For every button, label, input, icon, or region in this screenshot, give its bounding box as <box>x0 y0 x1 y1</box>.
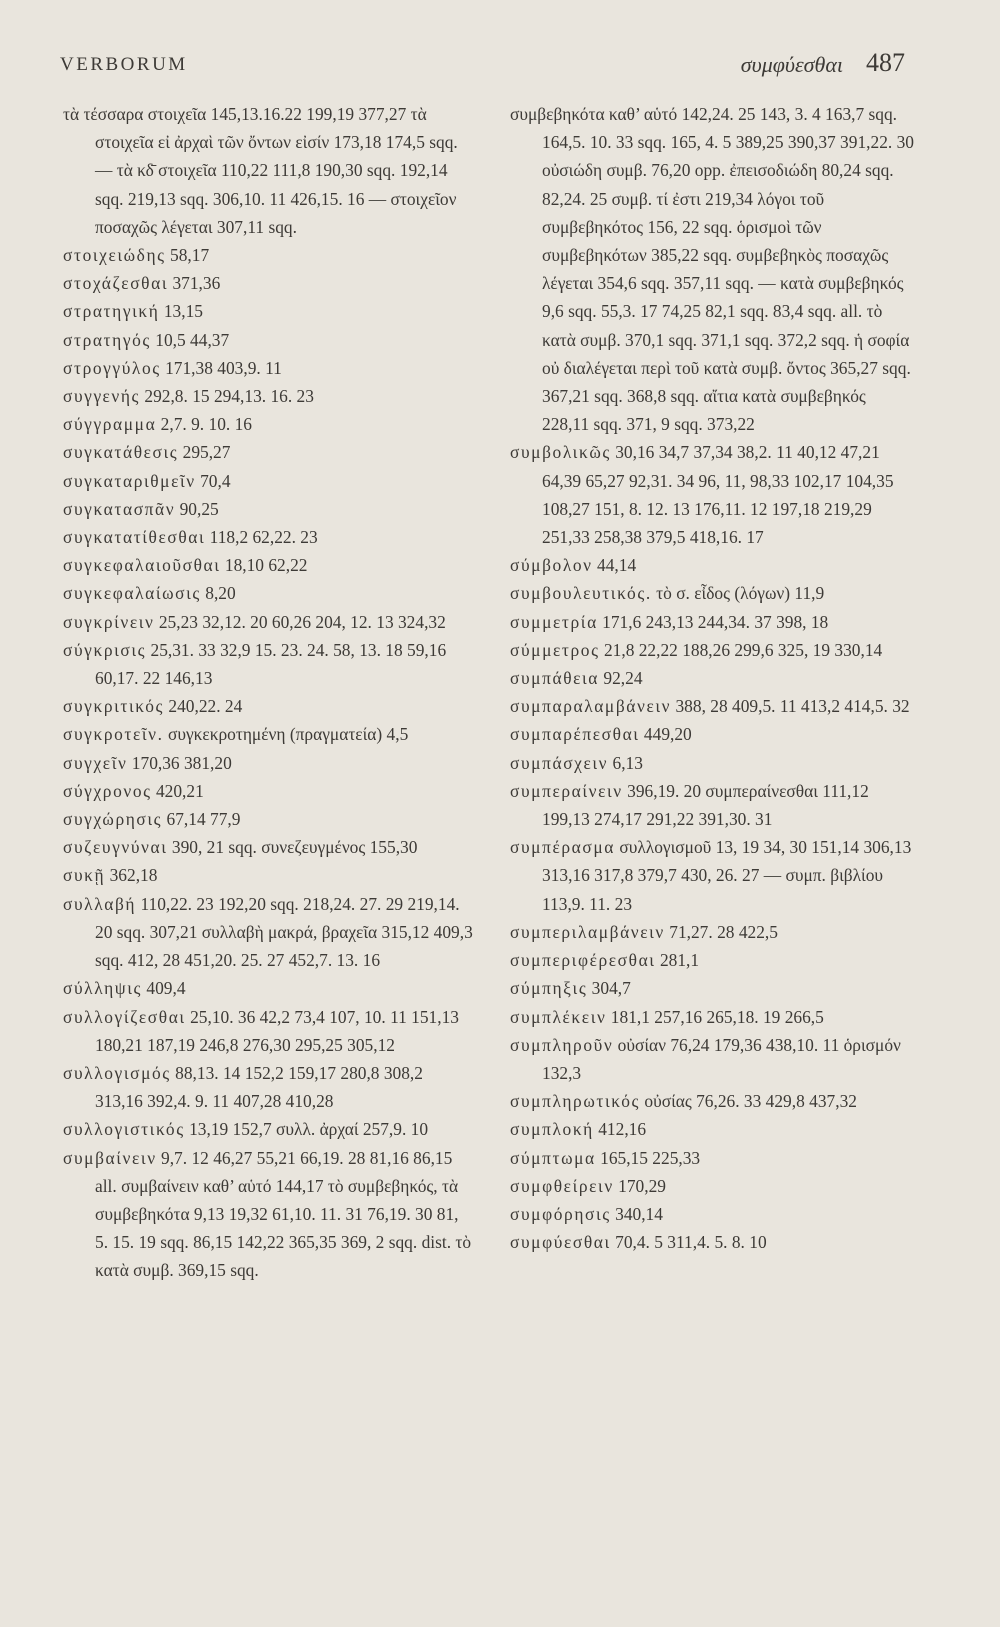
index-lemma: συκῇ <box>63 865 106 886</box>
index-lemma: σύμβολον <box>510 555 593 576</box>
index-entry <box>63 805 475 833</box>
index-lemma: συμπαραλαμβάνειν <box>510 696 672 717</box>
index-references: 9,7. 12 46,27 55,21 66,19. 28 81,16 86,15 all. συμβαίνειν καθ’ αὑτό 144,17 τὸ συμβεβηκός, τὰ συμβεβηκότα 9,13 19,32 61,10. 11. 31 76,19. 30 81, 5. 15. 19 sqq. 86,15 142,22 365,35 369, 2 sqq. dist. τὸ κατὰ συμβ. 369,15 sqq. <box>95 1147 472 1281</box>
index-references: 88,13. 14 152,2 159,17 280,8 308,2 313,16 392,4. 9. 11 407,28 410,28 <box>95 1062 423 1112</box>
index-entry <box>510 946 915 974</box>
index-lemma: στοχάζεσθαι <box>63 273 169 294</box>
index-references: 304,7 <box>591 978 631 999</box>
running-head <box>60 48 905 88</box>
index-entry <box>63 241 475 269</box>
index-entry <box>63 861 475 889</box>
index-entry <box>510 1200 915 1228</box>
index-references: 390, 21 sqq. συνεζευγμένος 155,30 <box>171 837 418 858</box>
index-references: 409,4 <box>146 978 186 999</box>
index-lemma: συγχεῖν <box>63 752 128 773</box>
index-references: 30,16 34,7 37,34 38,2. 11 40,12 47,21 64,39 65,27 92,31. 34 96, 11, 98,33 102,17 104,35 108,27 151, 8. 12. 13 176,11. 12 197,18 219,29 251,33 258,38 379,5 418,16. 17 <box>542 442 894 548</box>
running-head-title: VERBORUM <box>60 54 188 75</box>
index-column-right <box>510 100 915 1256</box>
index-lemma: συμπληροῦν <box>510 1034 614 1055</box>
index-lemma: σύγκρισις <box>63 639 147 660</box>
index-lemma: συζευγνύναι <box>63 837 168 858</box>
index-entry <box>510 777 915 833</box>
index-entry <box>63 551 475 579</box>
index-lemma: συγκροτεῖν. <box>63 724 164 745</box>
index-references: 388, 28 409,5. 11 413,2 414,5. 32 <box>675 696 910 717</box>
index-references: 118,2 62,22. 23 <box>209 527 318 548</box>
index-entry <box>510 1087 915 1115</box>
index-references: συγκεκροτημένη (πραγματεία) 4,5 <box>167 724 409 745</box>
index-lemma: σύμμετρος <box>510 639 600 660</box>
index-references: 170,36 381,20 <box>131 752 232 773</box>
index-lemma: συμπάσχειν <box>510 752 609 773</box>
index-references: 92,24 <box>603 668 643 689</box>
index-entry <box>510 918 915 946</box>
index-entry <box>510 579 915 607</box>
index-entry <box>63 495 475 523</box>
index-lemma: σύμπηξις <box>510 978 588 999</box>
index-references: 70,4. 5 311,4. 5. 8. 10 <box>615 1232 767 1253</box>
index-entry <box>63 410 475 438</box>
index-lemma: συμπληρωτικός <box>510 1091 641 1112</box>
index-lemma: συγκεφαλαίωσις <box>63 583 201 604</box>
index-lemma: συμπέρασμα <box>510 837 615 858</box>
index-references: 171,38 403,9. 11 <box>165 357 282 378</box>
index-entry <box>510 1172 915 1200</box>
index-lemma: συμβαίνειν <box>63 1147 157 1168</box>
index-references: 181,1 257,16 265,18. 19 266,5 <box>610 1006 824 1027</box>
index-references: 449,20 <box>643 724 692 745</box>
index-references: 292,8. 15 294,13. 16. 23 <box>144 386 314 407</box>
index-entry <box>63 833 475 861</box>
index-entry <box>63 523 475 551</box>
index-entry <box>63 579 475 607</box>
index-entry <box>63 749 475 777</box>
index-lemma: συμφόρησις <box>510 1203 611 1224</box>
index-lemma: συμμετρία <box>510 611 598 632</box>
index-references: 25,31. 33 32,9 15. 23. 24. 58, 13. 18 59,16 60,17. 22 146,13 <box>95 639 447 689</box>
index-entry <box>510 833 915 918</box>
index-references: 412,16 <box>598 1119 647 1140</box>
index-lemma: σύγχρονος <box>63 780 152 801</box>
index-entry <box>63 269 475 297</box>
index-entry <box>510 974 915 1002</box>
index-references: 281,1 <box>659 950 700 971</box>
index-lemma: συλλογισμός <box>63 1062 171 1083</box>
index-lemma: συμφύεσθαι <box>510 1232 611 1253</box>
index-lemma: συγχώρησις <box>63 809 163 830</box>
index-references: τὰ τέσσαρα στοιχεῖα 145,13.16.22 199,19 377,27 τὰ στοιχεῖα εἰ ἀρχαὶ τῶν ὄντων εἰσίν 173,18 174,5 sqq. — τὰ κδ̄ στοιχεῖα 110,22 111,8 190,30 sqq. 192,14 sqq. 219,13 sqq. 306,10. 11 426,15. 16 — στοιχεῖον ποσαχῶς λέγεται 307,11 sqq. <box>63 104 458 237</box>
index-references: 10,5 44,37 <box>155 329 230 350</box>
index-entry <box>510 1228 915 1256</box>
index-entry <box>63 608 475 636</box>
index-references: 362,18 <box>109 865 158 886</box>
index-references: συμβεβηκότα καθ’ αὑτό 142,24. 25 143, 3. 4 163,7 sqq. 164,5. 10. 33 sqq. 165, 4. 5 389,25 390,37 391,22. 30 οὐσιώδη συμβ. 76,20 opp. ἐπεισοδιώδη 80,24 sqq. 82,24. 25 συμβ. τί ἐστι 219,34 λόγοι τοῦ συμβεβηκότος 156, 22 sqq. ὁρισμοὶ τῶν συμβεβηκότων 385,22 sqq. συμβεβηκὸς ποσαχῶς λέγεται 354,6 sqq. 357,11 sqq. — κατὰ συμβεβηκός 9,6 sqq. 55,3. 17 74,25 82,1 sqq. 83,4 sqq. all. τὸ κατὰ συμβ. 370,1 sqq. 371,1 sqq. 372,2 sqq. ἡ σοφία οὐ διαλέγεται περὶ τοῦ κατὰ συμβ. ὄντος 365,27 sqq. 367,21 sqq. 368,8 sqq. αἴτια κατὰ συμβεβηκός 228,11 sqq. 371, 9 sqq. 373,22 <box>510 104 914 435</box>
index-references: 420,21 <box>155 780 204 801</box>
index-references: 295,27 <box>182 442 231 463</box>
index-lemma: συμπεραίνειν <box>510 780 623 801</box>
index-references: 58,17 <box>170 245 210 266</box>
index-entry <box>63 777 475 805</box>
index-lemma: συγγενής <box>63 386 141 407</box>
index-references: 171,6 243,13 244,34. 37 398, 18 <box>602 611 829 632</box>
index-entry <box>510 551 915 579</box>
index-lemma: στρατηγός <box>63 329 151 350</box>
index-lemma: συλλογίζεσθαι <box>63 1006 186 1027</box>
index-entry <box>63 720 475 748</box>
index-entry <box>510 608 915 636</box>
running-head-catchword: συμφύεσθαι <box>740 52 843 77</box>
index-column-left <box>63 100 475 1285</box>
index-references: 13,15 <box>163 301 203 322</box>
index-lemma: συμπεριλαμβάνειν <box>510 921 665 942</box>
index-lemma: στρατηγική <box>63 301 160 322</box>
index-references: τὸ σ. εἶδος (λόγων) 11,9 <box>656 583 825 604</box>
index-references: συλλογισμοῦ 13, 19 34, 30 151,14 306,13 313,16 317,8 379,7 430, 26. 27 — συμπ. βιβλίου 113,9. 11. 23 <box>542 837 912 914</box>
index-entry <box>63 297 475 325</box>
index-lemma: συγκρίνειν <box>63 611 155 632</box>
index-lemma: συγκριτικός <box>63 696 165 717</box>
index-references: 25,23 32,12. 20 60,26 204, 12. 13 324,32 <box>158 611 446 632</box>
index-references: 371,36 <box>172 273 221 294</box>
index-lemma: συγκατατίθεσθαι <box>63 527 206 548</box>
index-lemma: συμπλέκειν <box>510 1006 607 1027</box>
index-references: οὐσίαν 76,24 179,36 438,10. 11 ὁρισμόν 132,3 <box>542 1034 901 1083</box>
index-lemma: στοιχειώδης <box>63 245 166 266</box>
index-entry <box>510 664 915 692</box>
index-entry <box>63 382 475 410</box>
index-entry <box>63 692 475 720</box>
index-entry <box>63 1003 475 1059</box>
index-lemma: σύλληψις <box>63 978 143 999</box>
index-entry <box>510 636 915 664</box>
index-references: 110,22. 23 192,20 sqq. 218,24. 27. 29 219,14. 20 sqq. 307,21 συλλαβὴ μακρά, βραχεῖα 315,12 409,3 sqq. 412, 28 451,20. 25. 27 452,7. 13. 16 <box>95 893 473 971</box>
index-entry <box>510 1115 915 1143</box>
index-lemma: συμπλοκή <box>510 1119 594 1140</box>
index-references: 70,4 <box>200 470 231 491</box>
index-lemma: συγκατασπᾶν <box>63 498 176 519</box>
index-entry <box>63 974 475 1002</box>
index-entry <box>510 100 915 438</box>
index-lemma: σύμπτωμα <box>510 1147 596 1168</box>
index-references: 21,8 22,22 188,26 299,6 325, 19 330,14 <box>603 639 883 660</box>
index-lemma: συγκεφαλαιοῦσθαι <box>63 555 221 576</box>
index-lemma: συμβουλευτικός. <box>510 583 652 604</box>
index-references: 8,20 <box>205 583 236 604</box>
index-lemma: συμπεριφέρεσθαι <box>510 950 656 971</box>
index-entry <box>63 636 475 692</box>
index-references: 2,7. 9. 10. 16 <box>160 414 252 435</box>
index-references: 67,14 77,9 <box>166 809 241 830</box>
index-entry <box>63 890 475 975</box>
index-entry <box>510 1031 915 1087</box>
index-lemma: στρογγύλος <box>63 357 161 378</box>
index-entry <box>63 467 475 495</box>
page-number: 487 <box>866 48 905 77</box>
index-entry <box>63 438 475 466</box>
index-references: 13,19 152,7 συλλ. ἀρχαί 257,9. 10 <box>189 1119 429 1140</box>
index-references: 18,10 62,22 <box>224 555 308 576</box>
index-lemma: συγκατάθεσις <box>63 442 179 463</box>
index-references: 44,14 <box>597 555 637 576</box>
index-references: 71,27. 28 422,5 <box>669 921 778 942</box>
index-references: οὐσίας 76,26. 33 429,8 437,32 <box>644 1091 857 1112</box>
index-references: 240,22. 24 <box>168 696 243 717</box>
index-entry <box>510 1003 915 1031</box>
index-entry <box>510 438 915 551</box>
index-references: 6,13 <box>612 752 643 773</box>
index-lemma: συλλογιστικός <box>63 1119 185 1140</box>
index-lemma: συμφθείρειν <box>510 1175 614 1196</box>
index-entry <box>510 692 915 720</box>
index-entry <box>63 354 475 382</box>
index-references: 25,10. 36 42,2 73,4 107, 10. 11 151,13 180,21 187,19 246,8 276,30 295,25 305,12 <box>95 1006 459 1055</box>
index-entry <box>510 720 915 748</box>
index-references: 165,15 225,33 <box>600 1147 701 1168</box>
index-lemma: συμβολικῶς <box>510 442 611 463</box>
index-lemma: συμπάθεια <box>510 668 600 689</box>
index-entry <box>63 100 475 241</box>
index-entry <box>510 749 915 777</box>
index-references: 170,29 <box>618 1175 666 1196</box>
index-lemma: συγκαταριθμεῖν <box>63 470 196 491</box>
index-lemma: συλλαβή <box>63 893 137 914</box>
index-lemma: σύγγραμμα <box>63 414 157 435</box>
index-lemma: συμπαρέπεσθαι <box>510 724 640 745</box>
index-references: 396,19. 20 συμπεραίνεσθαι 111,12 199,13 274,17 291,22 391,30. 31 <box>542 780 869 830</box>
index-entry <box>63 326 475 354</box>
index-entry <box>510 1144 915 1172</box>
index-entry <box>63 1115 475 1143</box>
index-references: 340,14 <box>615 1203 663 1224</box>
index-entry <box>63 1144 475 1285</box>
index-entry <box>63 1059 475 1115</box>
index-references: 90,25 <box>179 498 219 519</box>
